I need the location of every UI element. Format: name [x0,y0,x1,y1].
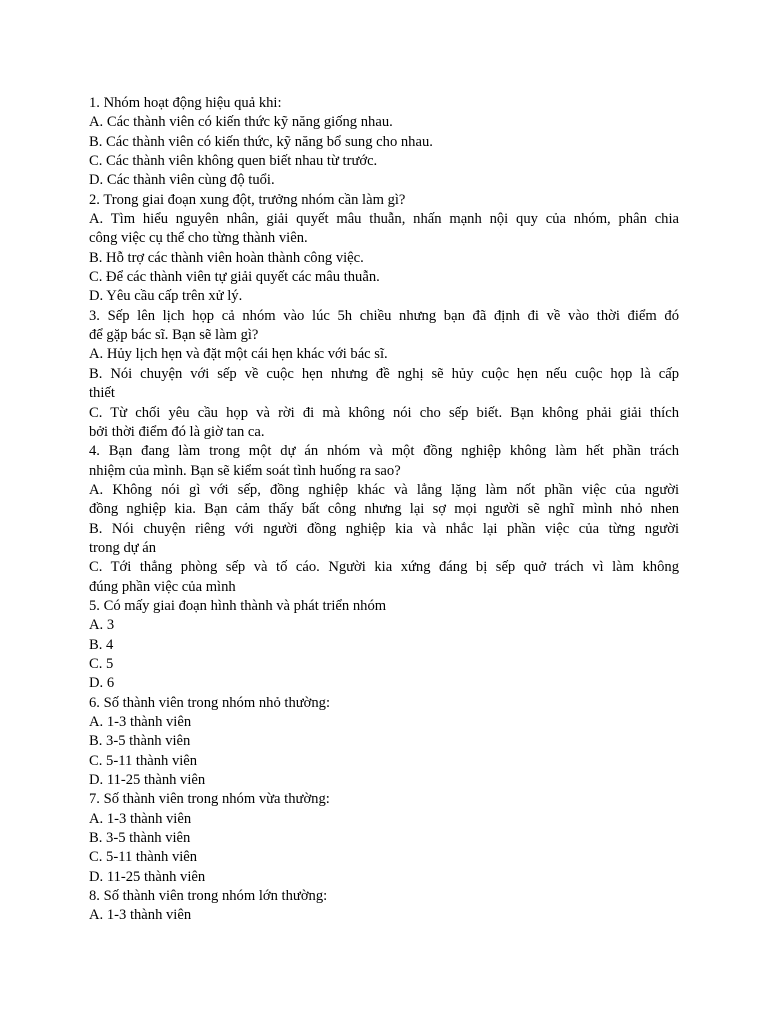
question-6-option-c: C. 5-11 thành viên [89,752,198,769]
question-4-option-c-line-2: đúng phần việc của mình [89,578,236,595]
question-8-title: 8. Số thành viên trong nhóm lớn thường: [89,888,328,905]
question-4-option-b-line-2: trong dự án [89,539,157,556]
question-2-title: 2. Trong giai đoạn xung đột, trưởng nhóm cần làm gì? [89,191,406,208]
question-8-option-a: A. 1-3 thành viên [89,907,192,924]
question-2-option-c: C. Để các thành viên tự giải quyết các mâu thuẫn. [89,269,380,286]
question-7-option-b: B. 3-5 thành viên [89,830,191,847]
question-3-option-a: A. Hủy lịch hẹn và đặt một cái hẹn khác với bác sĩ. [89,346,388,363]
question-3-option-c-line-2: bởi thời điểm đó là giờ tan ca. [89,423,265,440]
question-5-option-d: D. 6 [89,675,115,692]
question-1-option-b: B. Các thành viên có kiến thức, kỹ năng bổ sung cho nhau. [89,133,433,150]
question-4-title-line-1: 4. Bạn đang làm trong một dự án nhóm và một đồng nghiệp không làm hết phần trách [89,443,679,460]
question-2-option-a-line-1: A. Tìm hiểu nguyên nhân, giải quyết mâu thuẫn, nhấn mạnh nội quy của nhóm, phân chia [89,211,679,228]
question-4-title-line-2: nhiệm của mình. Bạn sẽ kiểm soát tình huống ra sao? [89,462,401,479]
question-2-option-b: B. Hỗ trợ các thành viên hoàn thành công việc. [89,249,364,266]
question-4-option-a-line-1: A. Không nói gì với sếp, đồng nghiệp khác và lẳng lặng làm nốt phần việc của người [89,481,679,498]
question-3-title-line-2: để gặp bác sĩ. Bạn sẽ làm gì? [89,327,259,344]
question-2-option-a-line-2: công việc cụ thể cho từng thành viên. [89,230,308,247]
question-5-option-b: B. 4 [89,636,114,653]
question-7-title: 7. Số thành viên trong nhóm vừa thường: [89,791,330,808]
question-3-option-b-line-2: thiết [89,385,115,402]
question-7-option-d: D. 11-25 thành viên [89,868,206,885]
question-5-option-a: A. 3 [89,617,115,634]
question-7-option-c: C. 5-11 thành viên [89,849,198,866]
question-1-title: 1. Nhóm hoạt động hiệu quả khi: [89,95,282,111]
question-7-option-a: A. 1-3 thành viên [89,810,192,827]
question-3-option-c-line-1: C. Từ chối yêu cầu họp và rời đi mà không nói cho sếp biết. Bạn không phải giải thích [89,404,679,421]
question-2-option-d: D. Yêu cầu cấp trên xử lý. [89,288,243,305]
question-6-title: 6. Số thành viên trong nhóm nhỏ thường: [89,694,331,711]
question-5-title: 5. Có mấy giai đoạn hình thành và phát triển nhóm [89,597,387,614]
question-4-option-a-line-2: đồng nghiệp kia. Bạn cảm thấy bất công nhưng lại sợ mọi người sẽ nghĩ mình nhỏ nhen [89,501,679,518]
question-6-option-d: D. 11-25 thành viên [89,772,206,789]
question-4-option-c-line-1: C. Tới thẳng phòng sếp và tố cáo. Người kia xứng đáng bị sếp quở trách vì làm không [89,559,679,576]
question-1-option-d: D. Các thành viên cùng độ tuổi. [89,172,275,189]
question-3-option-b-line-1: B. Nói chuyện với sếp về cuộc hẹn nhưng đề nghị sẽ hủy cuộc hẹn nếu cuộc họp là cấp [89,365,679,382]
question-3-title-line-1: 3. Sếp lên lịch họp cả nhóm vào lúc 5h chiều nhưng bạn đã định đi về vào thời điểm đó [89,307,679,324]
document-page [89,94,679,926]
question-4-option-b-line-1: B. Nói chuyện riêng với người đồng nghiệp kia và nhắc lại phần việc của từng người [89,520,679,537]
question-6-option-a: A. 1-3 thành viên [89,714,192,730]
question-5-option-c: C. 5 [89,655,114,672]
question-1-option-a: A. Các thành viên có kiến thức kỹ năng giống nhau. [89,114,393,131]
question-6-option-b: B. 3-5 thành viên [89,733,191,750]
question-1-option-c: C. Các thành viên không quen biết nhau từ trước. [89,153,378,170]
